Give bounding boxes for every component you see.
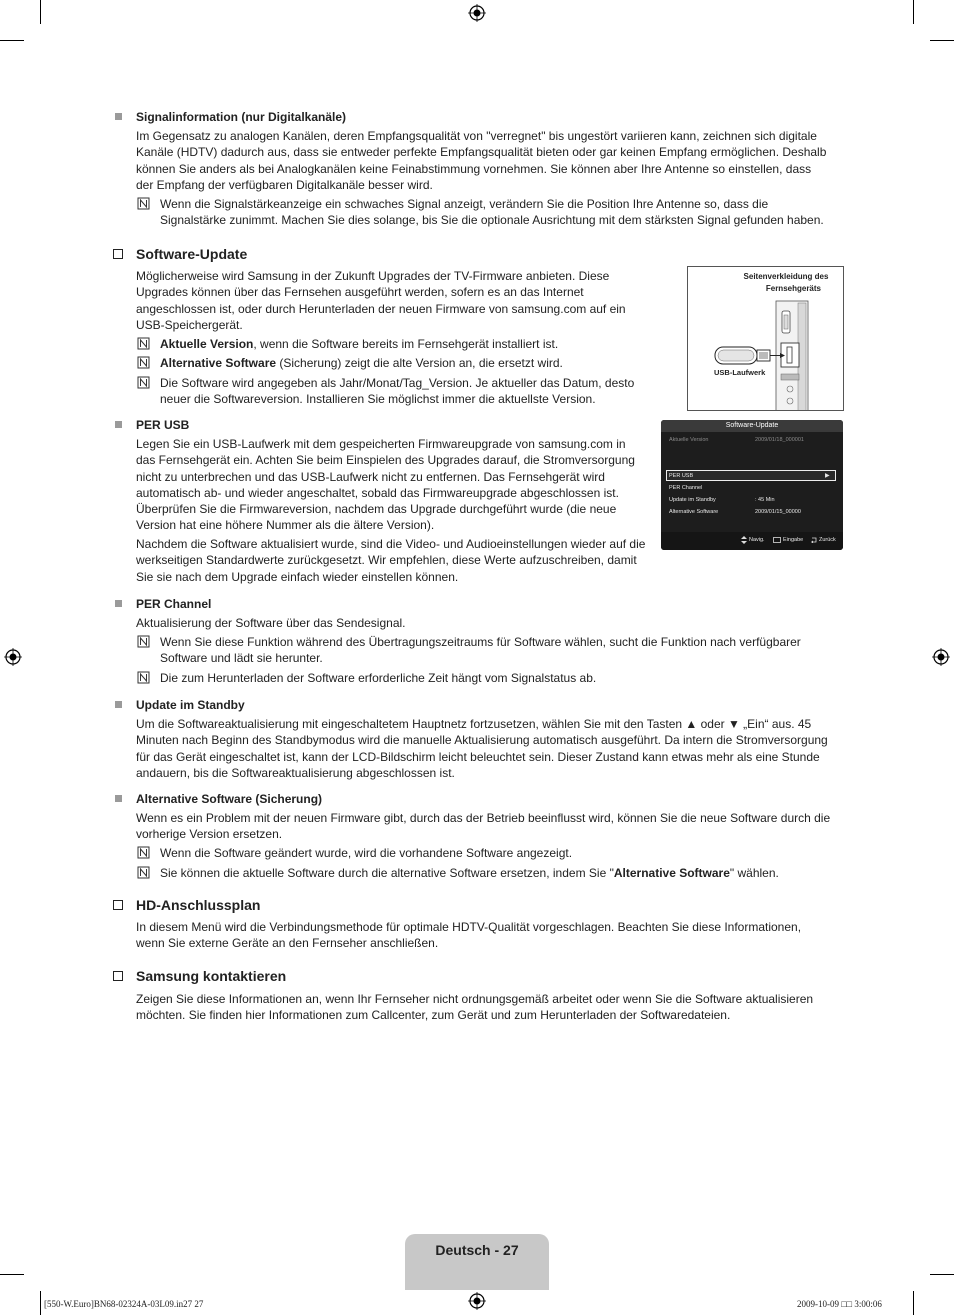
bullet-square-icon — [115, 701, 122, 708]
figure-caption-line2: Fernsehgeräts — [765, 284, 821, 293]
per-channel-body: Aktualisierung der Software über das Sendesignal. — [136, 616, 406, 630]
osd-back-label: Zurück — [819, 537, 836, 543]
crop-mark — [40, 0, 41, 24]
note-aktuelle-version: Aktuelle Version, wenn die Software bereits im Fernsehgerät installiert ist. — [160, 337, 559, 351]
contact-body: Zeigen Sie diese Informationen an, wenn Ihr Fernseher nicht ordnungsgemäß arbeitet oder wenn Sie die Software aktualisieren möchten. Sie finden hier Informationen zum Callcenter, zum Gerät und zum Herunterladen der Softwaredateien. — [136, 992, 814, 1023]
crop-mark — [930, 40, 954, 41]
usb-connection-figure — [687, 266, 844, 411]
registration-mark-icon — [932, 648, 950, 666]
osd-current-version-value: 2009/01/18_000001 — [755, 437, 804, 443]
page-number: Deutsch - 27 — [435, 1242, 519, 1258]
per-channel-heading: PER Channel — [136, 597, 212, 611]
note-version-format: Die Software wird angegeben als Jahr/Monat/Tag_Version. Je aktueller das Datum, desto neuer die Softwareversion. Installieren Sie möglichst immer die aktuellste Version. — [160, 376, 635, 407]
osd-title: Software-Update — [661, 420, 843, 432]
registration-mark-icon — [468, 1292, 486, 1310]
signalinfo-heading: Signalinformation (nur Digitalkanäle) — [136, 110, 347, 124]
note-icon — [137, 337, 150, 350]
osd-arrow-right-icon: ▶ — [825, 473, 830, 479]
bullet-square-icon — [115, 421, 122, 428]
osd-item-alt-software-label[interactable]: Alternative Software — [669, 509, 719, 515]
note-icon — [137, 356, 150, 369]
hd-heading: HD-Anschlussplan — [136, 897, 261, 913]
note-alternative-software: Alternative Software (Sicherung) zeigt die alte Version an, die ersetzt wird. — [160, 356, 563, 370]
per-channel-note-2: Die zum Herunterladen der Software erforderliche Zeit hängt vom Signalstatus ab. — [160, 671, 597, 685]
return-icon — [811, 537, 817, 543]
figure-caption-line1: Seitenverkleidung des — [743, 272, 829, 281]
crop-mark — [0, 1274, 24, 1275]
signalinfo-note: Wenn die Signalstärkeanzeige ein schwaches Signal anzeigt, verändern Sie die Position Ihre Antenne so, dass die Signalstärke zunimmt. Machen Sie dies solange, bis Sie die optionale Ausrichtung mit dem stärksten Signal gefunden haben. — [160, 197, 824, 228]
hd-body: In diesem Menü wird die Verbindungsmethode für optimale HDTV-Qualität vorgeschlagen. Beachten Sie diese Informationen, wenn Sie externe Geräte an den Fernseher anschließen. — [136, 920, 802, 951]
standby-heading: Update im Standby — [136, 698, 245, 712]
alt-software-heading: Alternative Software (Sicherung) — [136, 792, 323, 806]
print-slug-right: 2009-10-09 □□ 3:00:06 — [797, 1299, 882, 1309]
section-checkbox-icon — [113, 249, 123, 259]
osd-nav-label: Navig. — [749, 537, 765, 543]
osd-item-standby-value: : 45 Min — [755, 497, 775, 503]
section-checkbox-icon — [113, 971, 123, 981]
bullet-square-icon — [115, 113, 122, 120]
note-icon — [137, 635, 150, 648]
note-icon — [137, 671, 150, 684]
alt-software-note-2: Sie können die aktuelle Software durch die alternative Software ersetzen, indem Sie "Alternative Software" wählen. — [160, 866, 779, 880]
standby-body: Um die Softwareaktualisierung mit eingeschaltetem Hauptnetz fortzusetzen, wählen Sie mit den Tasten ▲ oder ▼ „Ein“ aus. 45 Minuten nach Beginn des Standbymodus wird die manuelle Aktualisierung automatisch ausgeführt. Da intern die Stromversorgung für das Gerät eingeschaltet ist, kann der LCD-Bildschirm leicht beleuchtet sein. Dieser Zustand kann etwas mehr als eine Stunde andauern, bis die Softwareaktualisierung abgeschlossen ist. — [136, 717, 828, 780]
registration-mark-icon — [4, 648, 22, 666]
software-update-body: Möglicherweise wird Samsung in der Zukunft Upgrades der TV-Firmware anbieten. Diese Upgrades können über das Fernsehen ausgeführt werden, sofern es an das Internet angeschlossen ist, oder durch Herunterladen der neuen Firmware von samsung.com auf ein USB-Speichergerät. — [136, 269, 626, 332]
software-update-heading: Software-Update — [136, 246, 248, 262]
note-icon — [137, 197, 150, 210]
alt-software-body: Wenn es ein Problem mit der neuen Firmware gibt, durch das der Betrieb beeinflusst wird, können Sie die neue Software durch die vorherige Version ersetzen. — [136, 811, 831, 842]
osd-item-per-channel[interactable]: PER Channel — [669, 485, 703, 491]
navigate-icon — [741, 536, 747, 544]
section-checkbox-icon — [113, 900, 123, 910]
osd-item-standby-label[interactable]: Update im Standby — [669, 497, 716, 503]
enter-icon — [773, 537, 781, 543]
signalinfo-body: Im Gegensatz zu analogen Kanälen, deren Empfangsqualität von "verregnet" bis ungestört variieren kann, zeichnen sich digitale Kanäle (HDTV) dadurch aus, dass sie entweder perfekte Empfangsqualität bieten oder gar keinen Empfang ermöglichen. Deshalb können Sie anders als bei Analogkanälen keine Feinabstimmung vornehmen. Sie können aber Ihre Antenne so einstellen, dass der Empfang der verfügbaren Digitalkanäle besser wird. — [136, 129, 827, 192]
registration-mark-icon — [468, 4, 486, 22]
note-icon — [137, 846, 150, 859]
note-icon — [137, 866, 150, 879]
bullet-square-icon — [115, 600, 122, 607]
software-update-osd — [661, 420, 843, 550]
tv-side-panel-illustration — [688, 267, 843, 410]
osd-enter-label: Eingabe — [783, 537, 804, 543]
per-usb-body-2: Nachdem die Software aktualisiert wurde, sind die Video- und Audioeinstellungen wieder auf die werkseitigen Standardwerte zurückgesetzt. Wir empfehlen, diese Werte aufzuschreiben, damit Sie sie nach dem Upgrade einfach wieder einstellen können. — [136, 537, 646, 584]
note-icon — [137, 376, 150, 389]
per-usb-heading: PER USB — [136, 418, 190, 432]
crop-mark — [0, 40, 24, 41]
print-slug-left: [550-W.Euro]BN68-02324A-03L09.in27 27 — [44, 1299, 204, 1309]
bullet-square-icon — [115, 795, 122, 802]
usb-drive-label: USB-Laufwerk — [714, 368, 766, 377]
per-usb-body: Legen Sie ein USB-Laufwerk mit dem gespeicherten Firmwareupgrade von samsung.com in das Fernsehgerät ein. Achten Sie beim Einspielen des Upgrades darauf, die Stromversorgung nicht zu unterbrechen und das USB-Laufwerk nicht zu entfernen. Das Fernsehgerät wird automatisch ab- und wieder angeschaltet, sobald das Firmwareupgrade abgeschlossen ist. Überprüfen Sie die Firmwareversion, nachdem das Upgrade durchgeführt wurde (die neue Version hat eine höhere Nummer als die ältere Version). — [136, 437, 635, 533]
alt-software-note-1: Wenn die Software geändert wurde, wird die vorhandene Software angezeigt. — [160, 846, 573, 860]
osd-item-alt-software-value: 2009/01/15_00000 — [755, 509, 801, 515]
contact-heading: Samsung kontaktieren — [136, 968, 287, 984]
crop-mark — [930, 1274, 954, 1275]
crop-mark — [40, 1291, 41, 1315]
osd-item-per-usb[interactable]: PER USB ▶ — [666, 470, 836, 481]
crop-mark — [913, 1291, 914, 1315]
page-number-tab — [405, 1234, 549, 1290]
osd-current-version-label: Aktuelle Version — [669, 437, 709, 443]
per-channel-note-1: Wenn Sie diese Funktion während des Übertragungszeitraums für Software wählen, sucht die Funktion nach verfügbarer Software und lädt sie herunter. — [160, 635, 801, 666]
crop-mark — [913, 0, 914, 24]
